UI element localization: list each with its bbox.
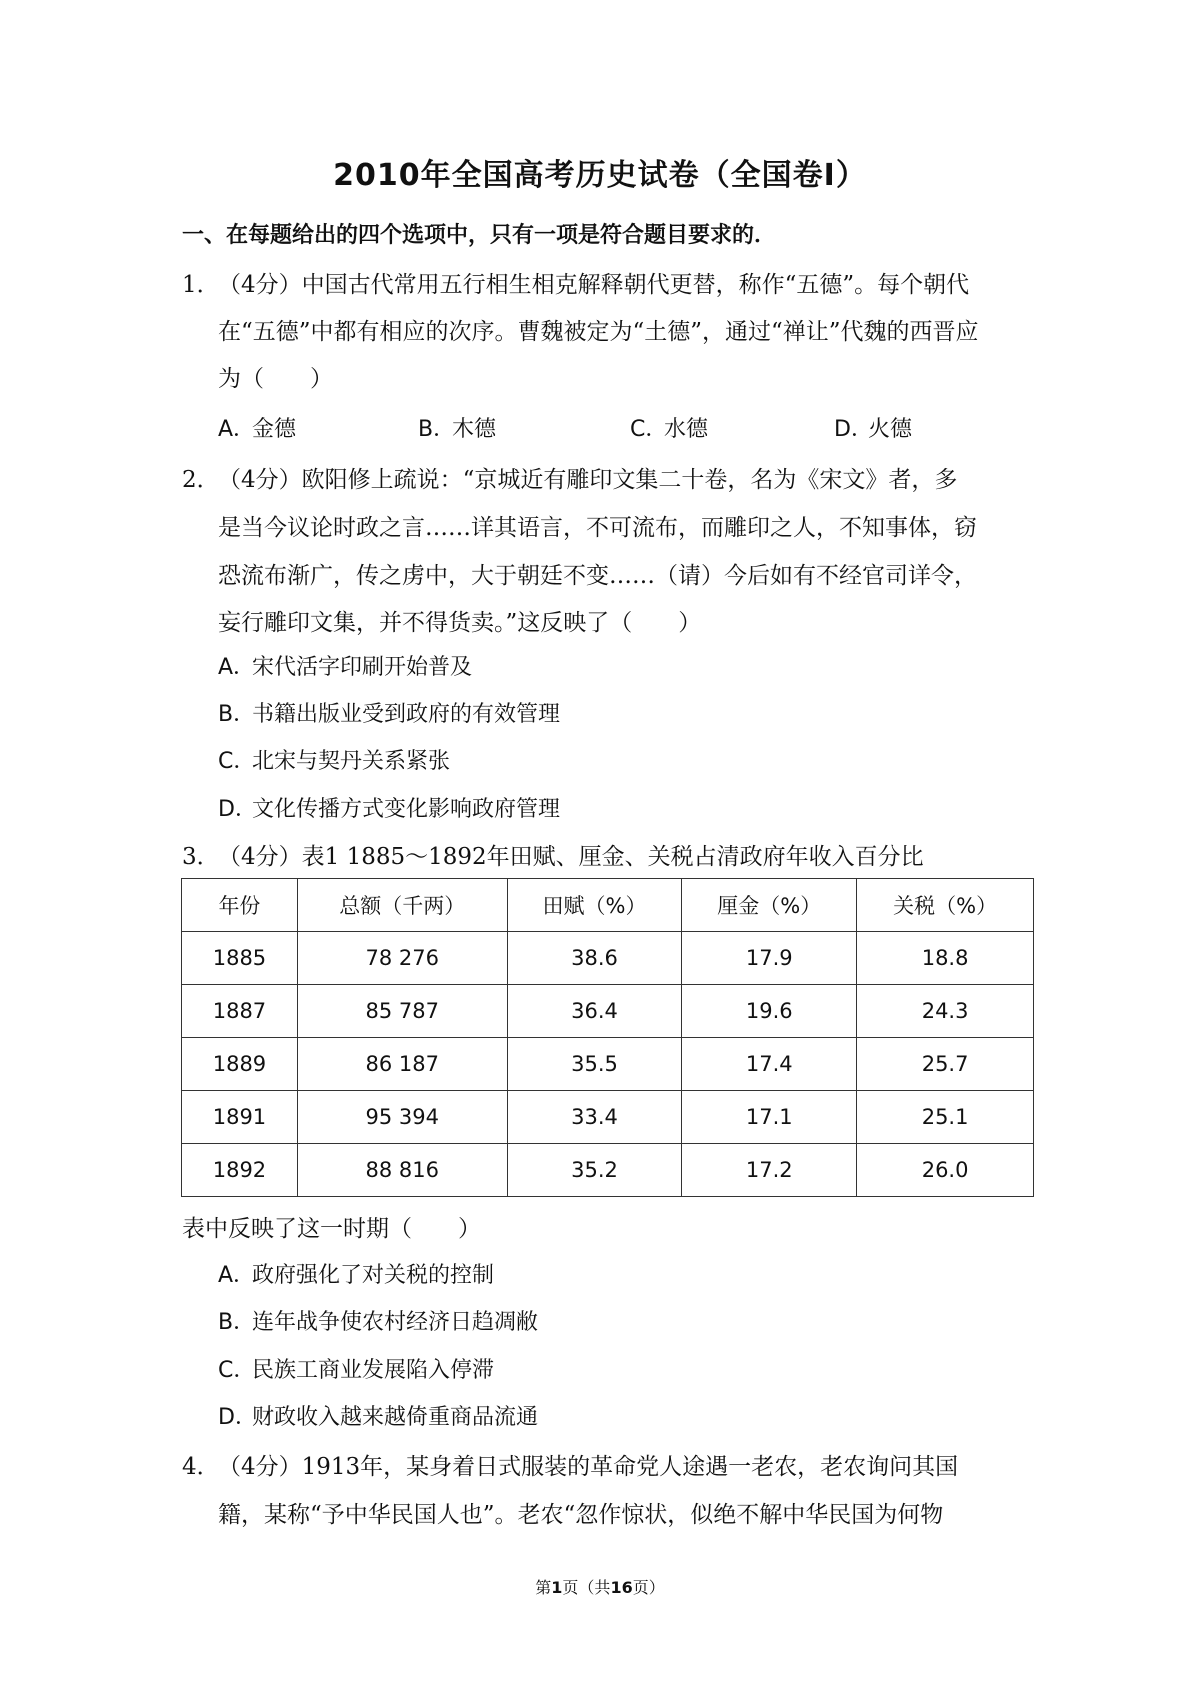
table-row — [182, 932, 1034, 985]
table-cell: 24.3 — [857, 985, 1034, 1038]
option-c: C．民族工商业发展陷入停滞 — [218, 1358, 495, 1383]
table-cell: 18.8 — [857, 932, 1034, 985]
section-heading: 一、在每题给出的四个选项中，只有一项是符合题目要求的． — [182, 223, 777, 248]
table-cell: 26.0 — [857, 1144, 1034, 1197]
option-a: A．宋代活字印刷开始普及 — [218, 655, 473, 680]
option-c: C．水德 — [630, 417, 709, 442]
table-header-row — [182, 879, 1034, 932]
table-cell: 35.5 — [507, 1038, 682, 1091]
option-d: D．财政收入越来越倚重商品流通 — [218, 1405, 539, 1430]
question-text-line: （4分）中国古代常用五行相生相克解释朝代更替，称作“五德”。每个朝代 — [218, 272, 970, 298]
table-cell: 19.6 — [682, 985, 857, 1038]
question-text-line: 在“五德”中都有相应的次序。曹魏被定为“土德”，通过“禅让”代魏的西晋应 — [218, 319, 979, 345]
question-text-line: 是当今议论时政之言……详其语言，不可流布，而雕印之人，不知事体，窃 — [218, 515, 977, 541]
table-cell: 1889 — [182, 1038, 298, 1091]
option-b: B．连年战争使农村经济日趋凋敝 — [218, 1310, 539, 1335]
table-cell: 1892 — [182, 1144, 298, 1197]
table-cell: 86 187 — [297, 1038, 507, 1091]
option-c: C．北宋与契丹关系紧张 — [218, 749, 451, 774]
table-cell: 36.4 — [507, 985, 682, 1038]
question-number: 1． — [182, 272, 220, 298]
table-cell: 17.1 — [682, 1091, 857, 1144]
table-row — [182, 1144, 1034, 1197]
question-text-line: 为（ ） — [218, 366, 333, 392]
question-text-line: 表中反映了这一时期（ ） — [182, 1216, 481, 1242]
table-cell: 17.4 — [682, 1038, 857, 1091]
option-d: D．火德 — [834, 417, 913, 442]
table-cell: 1891 — [182, 1091, 298, 1144]
table-header-cell: 总额（千两） — [297, 879, 507, 932]
question-text-line: 籍，某称“予中华民国人也”。老农“忽作惊状，似绝不解中华民国为何物 — [218, 1502, 944, 1528]
table-row — [182, 1038, 1034, 1091]
table-cell: 17.9 — [682, 932, 857, 985]
table-cell: 35.2 — [507, 1144, 682, 1197]
table-cell: 25.7 — [857, 1038, 1034, 1091]
table-cell: 38.6 — [507, 932, 682, 985]
page-footer: 第1页（共16页） — [535, 1578, 665, 1597]
question-text-line: 恐流布渐广，传之虏中，大于朝廷不变……（请）今后如有不经官司详令， — [218, 563, 977, 589]
question-number: 4． — [182, 1454, 220, 1480]
table-row — [182, 985, 1034, 1038]
table-cell: 33.4 — [507, 1091, 682, 1144]
option-d: D．文化传播方式变化影响政府管理 — [218, 797, 561, 822]
table-header-cell: 年份 — [182, 879, 298, 932]
option-b: B．书籍出版业受到政府的有效管理 — [218, 702, 561, 727]
table-cell: 88 816 — [297, 1144, 507, 1197]
table-cell: 85 787 — [297, 985, 507, 1038]
table-header-cell: 田赋（%） — [507, 879, 682, 932]
table-header-cell: 关税（%） — [857, 879, 1034, 932]
question-text-line: （4分）欧阳修上疏说：“京城近有雕印文集二十卷，名为《宋文》者，多 — [218, 467, 958, 493]
option-a: A．政府强化了对关税的控制 — [218, 1263, 495, 1288]
question-text-line: 妄行雕印文集，并不得货卖。”这反映了（ ） — [218, 610, 702, 636]
revenue-table — [181, 878, 1034, 1197]
option-b: B．木德 — [418, 417, 497, 442]
table-header-cell: 厘金（%） — [682, 879, 857, 932]
question-text-line: （4分）1913年，某身着日式服装的革命党人途遇一老农，老农询问其国 — [218, 1454, 959, 1480]
table-cell: 1887 — [182, 985, 298, 1038]
table-row — [182, 1091, 1034, 1144]
page-title: 2010年全国高考历史试卷（全国卷Ⅰ） — [333, 158, 867, 193]
option-a: A．金德 — [218, 417, 297, 442]
table-cell: 25.1 — [857, 1091, 1034, 1144]
table-cell: 1885 — [182, 932, 298, 985]
page-total: 16 — [610, 1578, 633, 1597]
table-cell: 95 394 — [297, 1091, 507, 1144]
page-number: 1 — [551, 1578, 563, 1597]
table-cell: 78 276 — [297, 932, 507, 985]
question-text-line: （4分）表1 1885～1892年田赋、厘金、关税占清政府年收入百分比 — [218, 844, 924, 870]
question-number: 2． — [182, 467, 220, 493]
table-cell: 17.2 — [682, 1144, 857, 1197]
question-number: 3． — [182, 844, 220, 870]
